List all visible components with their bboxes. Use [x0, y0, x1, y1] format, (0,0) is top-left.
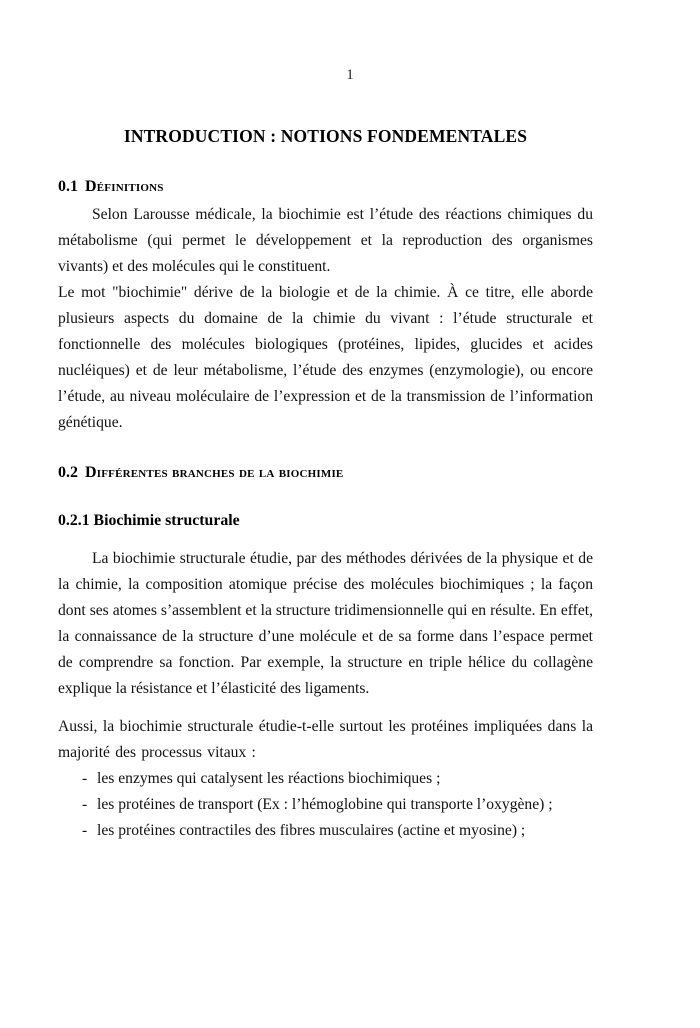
list-item	[58, 818, 593, 844]
section-title-0-2: Différentes branches de la biochimie	[85, 464, 344, 481]
page-number: 1	[346, 67, 354, 83]
spacer	[58, 488, 593, 510]
paragraph-structurale-2: Aussi, la biochimie structurale étudie-t-elle surtout les protéines impliquées dans la majorité des processus vitaux :	[58, 718, 593, 761]
list-item-text: les enzymes qui catalysent les réactions biochimiques ;	[97, 770, 441, 787]
dash-marker: -	[82, 796, 88, 813]
section-heading-0-1	[58, 176, 593, 198]
paragraph-definitions-2: Le mot "biochimie" dérive de la biologie et de la chimie. À ce titre, elle aborde plusieurs aspects du domaine de la chimie du vivant : l’étude structurale et fonctionnelle des molécules biologiques (protéines, lipides, glucides et acides nucléiques) et de leur métabolisme, l’étude des enzymes (enzymologie), ou encore l’étude, au niveau moléculaire de l’expression et de la transmission de l’information génétique.	[58, 284, 593, 431]
dash-marker: -	[82, 770, 88, 787]
subsection-number-0-2-1: 0.2.1	[58, 512, 90, 529]
list-item	[58, 766, 593, 792]
protein-list	[58, 766, 593, 844]
section-heading-0-2	[58, 462, 593, 484]
section-number-0-2: 0.2	[58, 464, 78, 481]
subsection-heading-0-2-1	[58, 510, 593, 532]
section-title-0-1: Définitions	[85, 178, 164, 195]
list-item	[58, 792, 593, 818]
page-title: INTRODUCTION : NOTIONS FONDEMENTALES	[123, 126, 528, 146]
paragraph-structurale-1: La biochimie structurale étudie, par des méthodes dérivées de la physique et de la chimie, la composition atomique précise des molécules biochimiques ; la façon dont ses atomes s’assemblent et la structure tridimensionnelle qui en résulte. En effet, la connaissance de la structure d’une molécule et de sa forme dans l’espace permet de comprendre sa fonction. Par exemple, la structure en triple hélice du collagène explique la résistance et l’élasticité des ligaments.	[58, 550, 593, 697]
spacer	[58, 538, 593, 546]
spacer	[58, 436, 593, 462]
text-column	[58, 124, 593, 844]
subsection-title-0-2-1: Biochimie structurale	[93, 512, 240, 529]
list-item-text: les protéines de transport (Ex : l’hémoglobine qui transporte l’oxygène) ;	[97, 796, 553, 813]
paragraph-definitions-1: Selon Larousse médicale, la biochimie est l’étude des réactions chimiques du métabolisme (qui permet le développement et la reproduction des organismes vivants) et des molécules qui le constituent.	[58, 206, 593, 275]
spacer	[58, 702, 593, 714]
list-item-text: les protéines contractiles des fibres musculaires (actine et myosine) ;	[97, 822, 526, 839]
dash-marker: -	[82, 822, 88, 839]
section-number-0-1: 0.1	[58, 178, 78, 195]
